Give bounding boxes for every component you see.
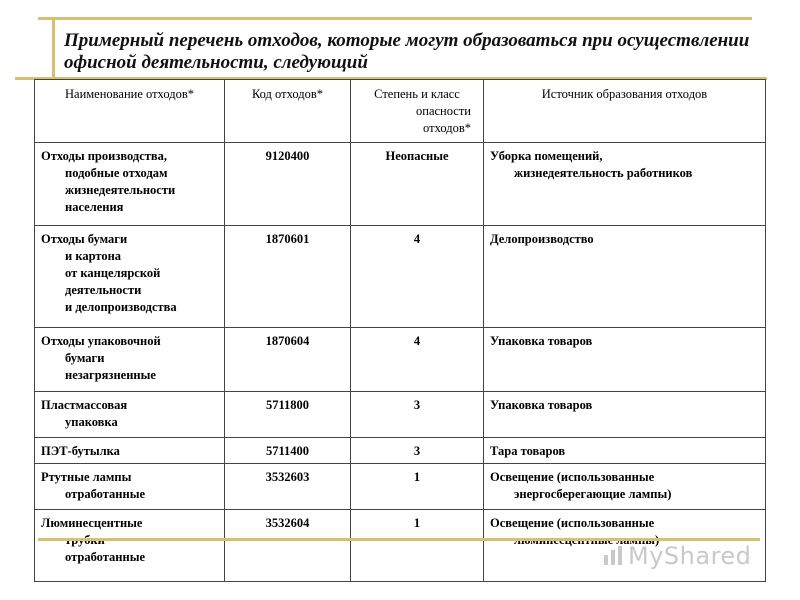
cell-waste-name	[35, 143, 225, 226]
cell-hazard-class: 3	[351, 392, 484, 438]
decor-line-top	[38, 17, 752, 20]
waste-source-continuation: жизнедеятельность работников	[514, 166, 693, 180]
table-row	[35, 226, 766, 328]
table-header-row	[35, 80, 766, 143]
cell-hazard-class: Неопасные	[351, 143, 484, 226]
waste-source-first-line: Делопроизводство	[490, 232, 594, 246]
cell-waste-name	[35, 226, 225, 328]
header-hazard-line-3: отходов*	[423, 121, 471, 135]
cell-waste-source	[484, 143, 766, 226]
table-row	[35, 464, 766, 510]
waste-source-continuation: энергосберегающие лампы)	[514, 487, 672, 501]
cell-waste-code: 3532604	[225, 510, 351, 582]
table-row	[35, 438, 766, 464]
cell-hazard-class: 1	[351, 464, 484, 510]
myshared-logo-icon	[602, 545, 624, 567]
cell-waste-code: 5711400	[225, 438, 351, 464]
cell-waste-source	[484, 392, 766, 438]
cell-hazard-class: 4	[351, 328, 484, 392]
waste-name-continuation: подобные отходам жизнедеятельности населения	[65, 166, 176, 214]
decor-line-bottom	[38, 538, 760, 541]
cell-waste-name	[35, 510, 225, 582]
waste-name-continuation: бумаги незагрязненные	[65, 351, 156, 382]
cell-waste-code: 9120400	[225, 143, 351, 226]
header-hazard-line-2: опасности	[416, 104, 471, 118]
cell-waste-name	[35, 328, 225, 392]
cell-waste-source	[484, 438, 766, 464]
cell-waste-code: 1870604	[225, 328, 351, 392]
cell-hazard-class: 3	[351, 438, 484, 464]
waste-source-first-line: Уборка помещений,	[490, 149, 603, 163]
waste-name-first-line: Пластмассовая	[41, 398, 128, 412]
watermark	[602, 542, 751, 576]
header-waste-code: Код отходов*	[225, 80, 351, 143]
cell-waste-code: 5711800	[225, 392, 351, 438]
header-hazard-line-1: Степень и класс	[374, 87, 460, 101]
waste-name-continuation: отработанные	[65, 487, 146, 501]
waste-name-first-line: Люминесцентные	[41, 516, 143, 530]
cell-hazard-class: 4	[351, 226, 484, 328]
table-row	[35, 328, 766, 392]
cell-waste-source	[484, 464, 766, 510]
waste-name-continuation: и картона от канцелярской деятельности и делопроизводства	[65, 249, 177, 314]
cell-waste-name	[35, 438, 225, 464]
cell-waste-source	[484, 328, 766, 392]
waste-name-first-line: Отходы бумаги	[41, 232, 128, 246]
header-waste-source: Источник образования отходов	[484, 80, 766, 143]
cell-waste-name	[35, 464, 225, 510]
cell-waste-code: 3532603	[225, 464, 351, 510]
watermark-text: MyShared	[628, 542, 752, 570]
waste-name-first-line: ПЭТ-бутылка	[41, 444, 120, 458]
waste-source-first-line: Освещение (использованные	[490, 470, 655, 484]
waste-source-first-line: Упаковка товаров	[490, 398, 593, 412]
waste-name-continuation: отработанные	[65, 550, 146, 564]
cell-hazard-class: 1	[351, 510, 484, 582]
waste-name-first-line: Отходы производства,	[41, 149, 168, 163]
header-waste-name: Наименование отходов*	[35, 80, 225, 143]
decor-line-left	[52, 17, 55, 79]
waste-name-first-line: Ртутные лампы	[41, 470, 132, 484]
waste-table	[34, 79, 766, 582]
header-hazard-class	[351, 80, 484, 143]
table-row	[35, 392, 766, 438]
waste-source-first-line: Упаковка товаров	[490, 334, 593, 348]
waste-name-continuation: упаковка	[65, 415, 118, 429]
cell-waste-source	[484, 226, 766, 328]
waste-name-first-line: Отходы упаковочной	[41, 334, 161, 348]
slide-title: Примерный перечень отходов, которые могут образоваться при осуществлении офисной деятельности, следующий	[64, 30, 750, 73]
cell-waste-name	[35, 392, 225, 438]
table-row	[35, 143, 766, 226]
waste-source-first-line: Тара товаров	[490, 444, 566, 458]
waste-source-first-line: Освещение (использованные	[490, 516, 655, 530]
cell-waste-code: 1870601	[225, 226, 351, 328]
